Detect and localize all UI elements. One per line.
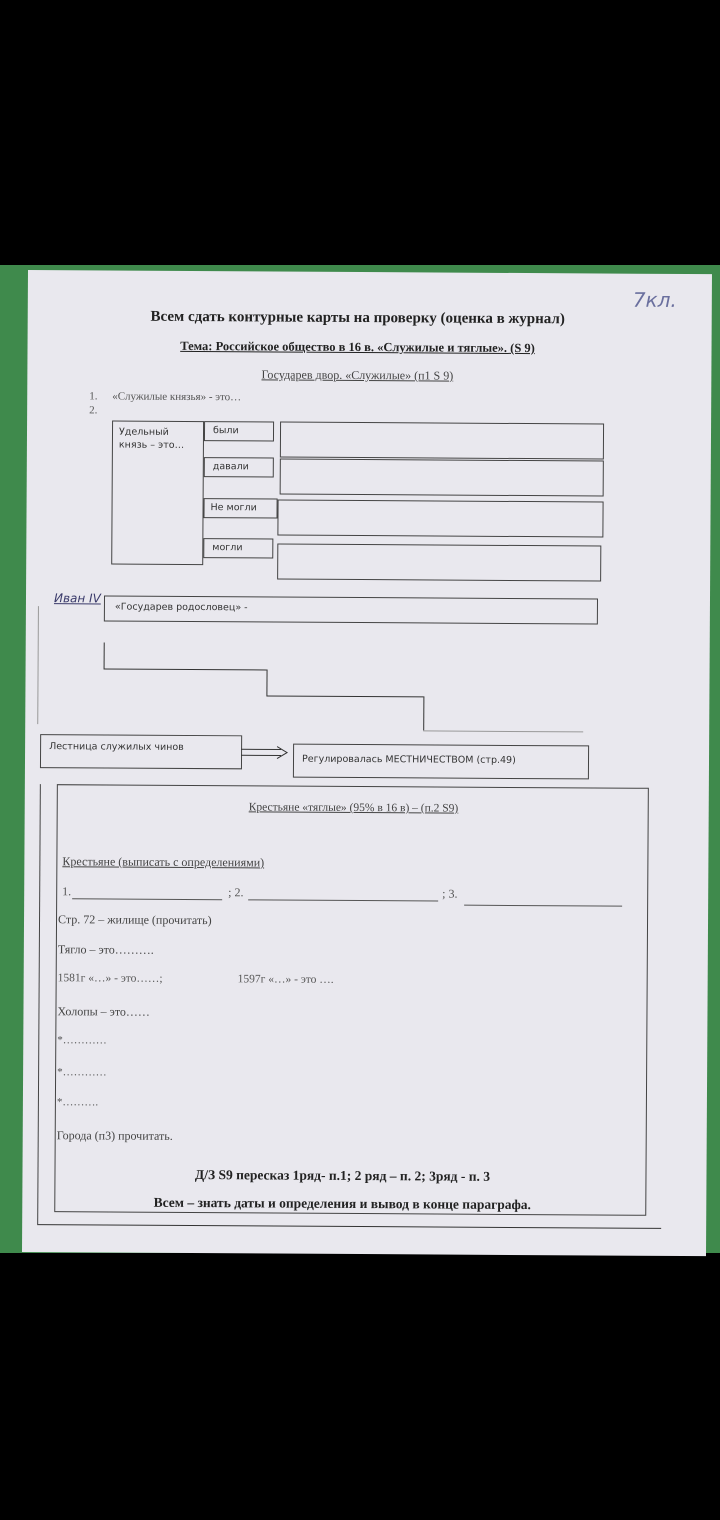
blank-1-label: 1.	[62, 884, 72, 899]
kholopy-line: Холопы – это……	[57, 1004, 150, 1019]
year-1581-line: 1581г «…» - это……;	[57, 972, 163, 985]
step-line-2-vertical	[266, 669, 267, 695]
blank-3-label: ; 3.	[442, 886, 458, 901]
byli-box	[204, 421, 274, 441]
star-item-2: *…………	[57, 1066, 107, 1079]
double-arrow	[241, 745, 291, 759]
ivan-label: Иван IV	[53, 591, 101, 606]
udelny-label: Удельный князь – это…	[118, 426, 185, 451]
topic-heading: Тема: Российское общество в 16 в. «Служилые и тяглые». (S 9)	[180, 338, 535, 356]
tyaglo-line: Тягло – это……….	[57, 942, 154, 957]
step-line-3-vertical	[423, 696, 424, 730]
peasants-frame-bottom	[37, 1224, 661, 1229]
davali-box	[204, 457, 274, 477]
peasants-frame	[54, 784, 649, 1216]
byli-label: были	[212, 425, 239, 437]
star-item-3: *……….	[56, 1096, 99, 1109]
goroda-line: Города (п3) прочитать.	[56, 1128, 173, 1143]
homework-line: Д/З S9 пересказ 1ряд- п.1; 2 ряд – п. 2; 3ряд - п. 3	[194, 1167, 491, 1184]
list-number-2: 2.	[89, 404, 98, 417]
step-line-1-vertical	[104, 642, 105, 668]
peasants-heading: Крестьяне «тяглые» (95% в 16 в) – (п.2 S9)	[248, 801, 459, 815]
rodoslovets-box[interactable]	[104, 595, 598, 624]
list-number-1: 1.	[89, 390, 98, 403]
mogli-box	[203, 538, 273, 558]
ivan-vertical-line	[37, 606, 39, 724]
regulirovalas-label: Регулировалась МЕСТНИЧЕСТВОМ (стр.49)	[301, 753, 516, 766]
rodoslovets-label: «Государев родословец» -	[114, 601, 248, 614]
corner-note: 7кл.	[632, 287, 677, 312]
step-line-1-horizontal	[104, 668, 267, 670]
peasants-frame-outer-left	[37, 784, 41, 1224]
str72-line: Стр. 72 – жилище (прочитать)	[57, 912, 212, 928]
mogli-label: могли	[212, 542, 243, 554]
star-item-1: *…………	[57, 1034, 107, 1047]
ne-mogli-box	[203, 498, 277, 518]
regulirovalas-box	[293, 744, 589, 780]
page-title: Всем сдать контурные карты на проверку (оценка в журнал)	[150, 308, 565, 328]
ne-mogli-answer-box[interactable]	[277, 500, 603, 538]
mogli-answer-box[interactable]	[277, 544, 601, 582]
lestnitsa-label: Лестница служилых чинов	[49, 741, 184, 753]
davali-label: давали	[212, 461, 249, 473]
final-line: Всем – знать даты и определения и вывод в конце параграфа.	[153, 1194, 532, 1213]
list-item-1: «Служилые князья» - это…	[112, 390, 242, 404]
byli-answer-box[interactable]	[280, 422, 604, 460]
udelny-box	[111, 421, 204, 566]
section-heading: Государев двор. «Служилые» (п1 S 9)	[261, 367, 454, 383]
lestnitsa-box	[40, 734, 242, 769]
step-line-3-horizontal	[423, 730, 583, 732]
worksheet-paper	[22, 270, 712, 1256]
blank-2-label: ; 2.	[228, 885, 244, 900]
ne-mogli-label: Не могли	[210, 502, 257, 514]
step-line-2-horizontal	[266, 695, 423, 697]
year-1597-line: 1597г «…» - это ….	[237, 973, 334, 986]
peasants-subheading: Крестьяне (выписать с определениями)	[62, 854, 265, 870]
davali-answer-box[interactable]	[280, 459, 604, 497]
